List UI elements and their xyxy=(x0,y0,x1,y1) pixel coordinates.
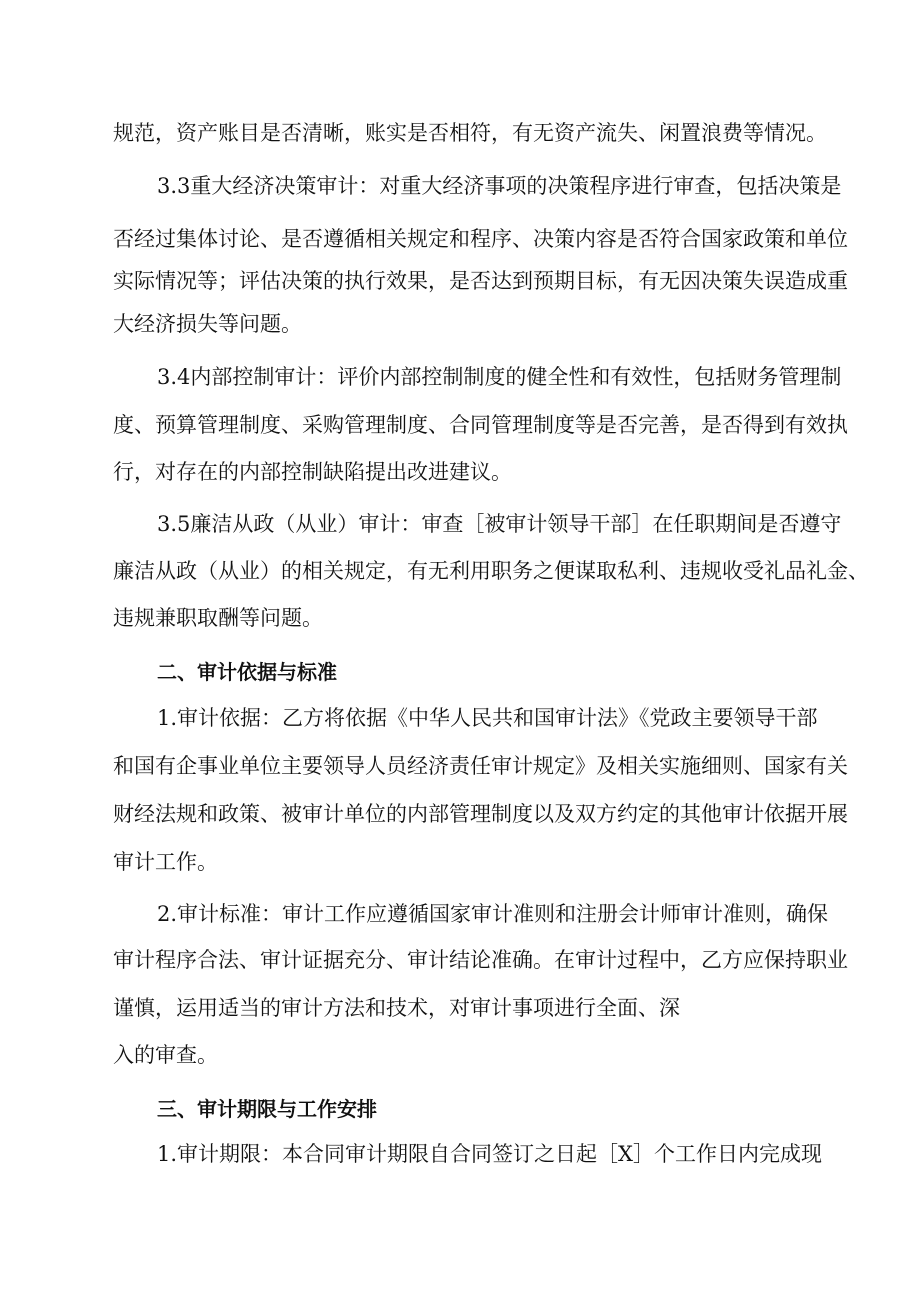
paragraph-line: 审计工作。 xyxy=(113,850,218,874)
paragraph-line: 度、预算管理制度、采购管理制度、合同管理制度等是否完善，是否得到有效执 xyxy=(113,413,848,437)
paragraph-line: 廉洁从政（从业）的相关规定，有无利用职务之便谋取私利、违规收受礼品礼金、 xyxy=(113,559,869,583)
paragraph-line: 3.5廉洁从政（从业）审计：审查［被审计领导干部］在任职期间是否遵守 xyxy=(157,512,842,536)
paragraph-line: 1.审计期限：本合同审计期限自合同签订之日起［X］个工作日内完成现 xyxy=(157,1142,822,1166)
paragraph-line: 入的审查。 xyxy=(113,1043,218,1067)
paragraph-line: 否经过集体讨论、是否遵循相关规定和程序、决策内容是否符合国家政策和单位 xyxy=(113,227,848,251)
paragraph-line: 1.审计依据：乙方将依据《中华人民共和国审计法》《党政主要领导干部 xyxy=(157,706,818,730)
paragraph-line: 规范，资产账目是否清晰，账实是否相符，有无资产流失、闲置浪费等情况。 xyxy=(113,121,827,145)
paragraph-line: 大经济损失等问题。 xyxy=(113,312,302,336)
paragraph-line: 2.审计标准：审计工作应遵循国家审计准则和注册会计师审计准则，确保 xyxy=(157,902,829,926)
paragraph-line: 实际情况等；评估决策的执行效果，是否达到预期目标，有无因决策失误造成重 xyxy=(113,269,848,293)
paragraph-line: 和国有企事业单位主要领导人员经济责任审计规定》及相关实施细则、国家有关 xyxy=(113,754,848,778)
paragraph-line: 谨慎，运用适当的审计方法和技术，对审计事项进行全面、深 xyxy=(113,996,680,1020)
paragraph-line: 3.3重大经济决策审计：对重大经济事项的决策程序进行审查，包括决策是 xyxy=(157,174,842,198)
paragraph-line: 审计程序合法、审计证据充分、审计结论准确。在审计过程中，乙方应保持职业 xyxy=(113,948,848,972)
paragraph-line: 3.4内部控制审计：评价内部控制制度的健全性和有效性，包括财务管理制 xyxy=(157,365,842,389)
paragraph-line: 行，对存在的内部控制缺陷提出改进建议。 xyxy=(113,460,512,484)
section-heading: 三、审计期限与工作安排 xyxy=(157,1097,377,1121)
section-heading: 二、审计依据与标准 xyxy=(157,660,337,684)
paragraph-line: 违规兼职取酬等问题。 xyxy=(113,606,323,630)
paragraph-line: 财经法规和政策、被审计单位的内部管理制度以及双方约定的其他审计依据开展 xyxy=(113,802,848,826)
